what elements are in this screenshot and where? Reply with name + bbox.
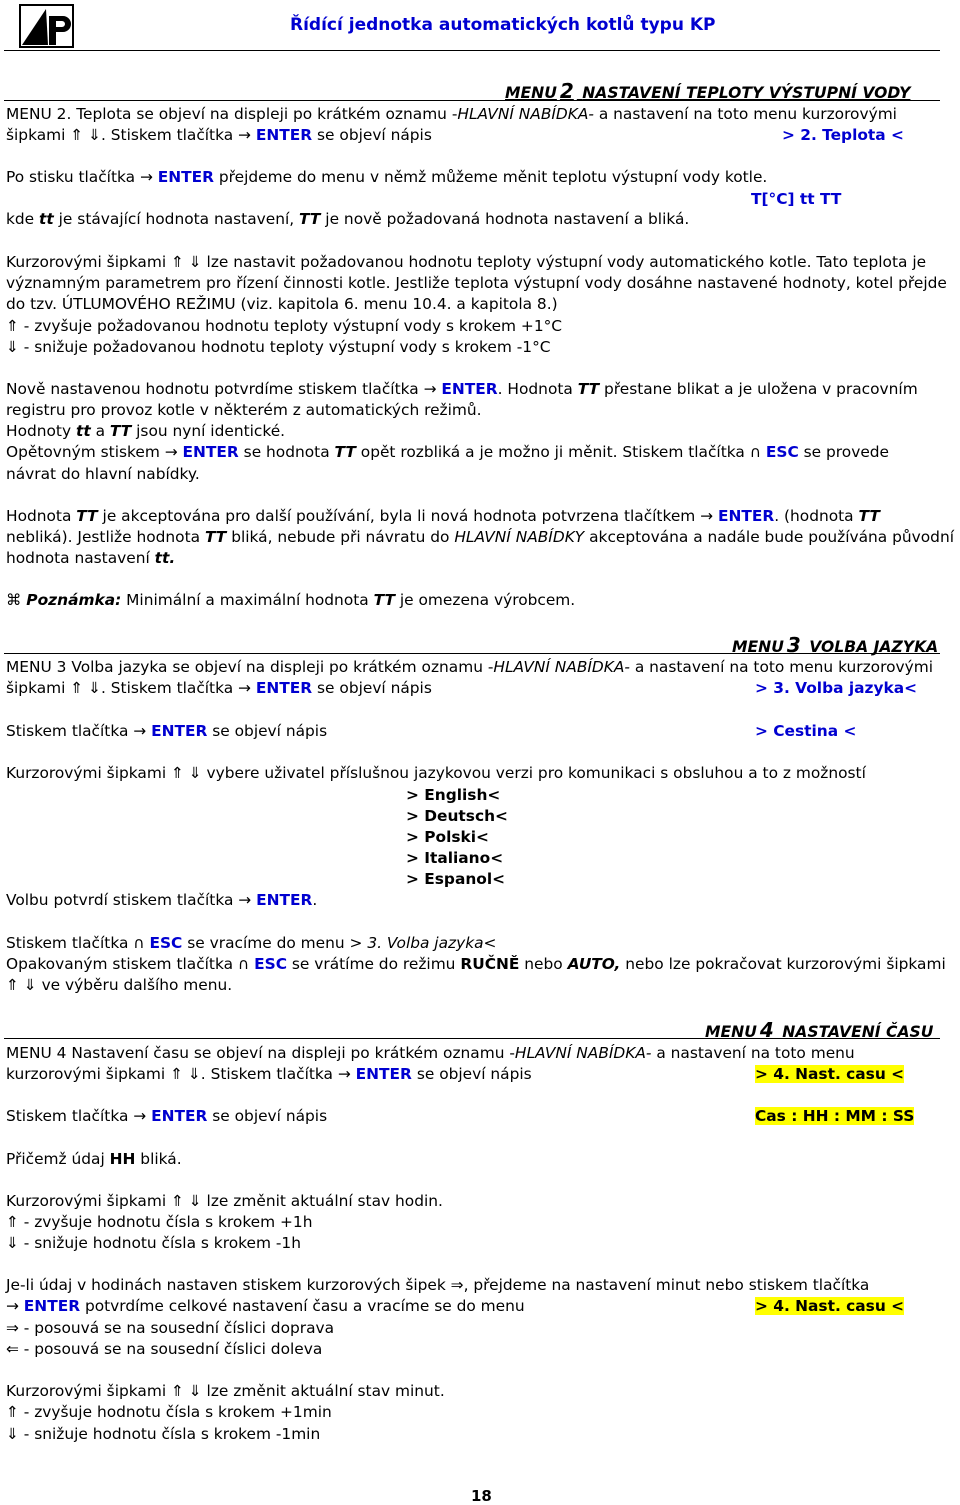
m4-line-8: Je-li údaj v hodinách nastaven stiskem kurzorových šipek ⇒, přejdeme na nastavení minut nebo stiskem tlačítka <box>6 1276 870 1294</box>
m2-down-line: ⇓ - snižuje požadovanou hodnotu teploty výstupní vody s krokem -1°C <box>6 338 551 356</box>
m2-up-line: ⇑ - zvyšuje požadovanou hodnotu teploty výstupní vody s krokem +1°C <box>6 317 563 335</box>
m4-line-5: Kurzorovými šipkami ⇑ ⇓ lze změnit aktuální stav hodin. <box>6 1192 443 1210</box>
m4-display-cas: Cas : HH : MM : SS <box>755 1107 915 1125</box>
m4-line-9: → ENTER potvrdíme celkové nastavení času a vracíme se do menu <box>6 1297 525 1315</box>
m3-line-1: MENU 3 Volba jazyka se objeví na displeji po krátkém oznamu -HLAVNÍ NABÍDKA- a nastavení na toto menu kurzorovými <box>6 658 933 676</box>
m3-line-4: Kurzorovými šipkami ⇑ ⇓ vybere uživatel příslušnou jazykovou verzi pro komunikaci s obsluhou a to z možností <box>6 764 866 782</box>
menu2-heading: MENU 2 NASTAVENÍ TEPLOTY VÝSTUPNÍ VODY <box>505 79 911 103</box>
m4-display-nast-2: > 4. Nast. casu < <box>755 1297 905 1315</box>
m2-line-13: Hodnota TT je akceptována pro další používání, byla li nová hodnota potvrzena tlačítkem → ENTER. (hodnota TT <box>6 507 880 525</box>
m3-line-6: Stiskem tlačítka ∩ ESC se vracíme do menu > 3. Volba jazyka< <box>6 934 497 952</box>
m4-line-12: Kurzorovými šipkami ⇑ ⇓ lze změnit aktuální stav minut. <box>6 1382 445 1400</box>
document-title: Řídící jednotka automatických kotlů typu KP <box>290 15 716 35</box>
m3-line-7: Opakovaným stiskem tlačítka ∩ ESC se vrátíme do režimu RUČNĚ nebo AUTO, nebo lze pokračovat kurzorovými šipkami <box>6 955 946 973</box>
m3-line-3: Stiskem tlačítka → ENTER se objeví nápis <box>6 722 328 740</box>
menu2-rule <box>4 100 940 101</box>
menu3-heading: MENU 3 VOLBA JAZYKA <box>732 633 939 657</box>
menu4-heading: MENU 4 NASTAVENÍ ČASU <box>705 1018 934 1042</box>
m2-note: ⌘ Poznámka: Minimální a maximální hodnota TT je omezena výrobcem. <box>6 591 576 609</box>
m2-line-2: šipkami ⇑ ⇓. Stiskem tlačítka → ENTER se objeví nápis <box>6 126 432 144</box>
m4-line-6: ⇑ - zvyšuje hodnotu čísla s krokem +1h <box>6 1213 313 1231</box>
lang-italiano: > Italiano< <box>406 849 504 867</box>
m3-line-2: šipkami ⇑ ⇓. Stiskem tlačítka → ENTER se objeví nápis <box>6 679 432 697</box>
m2-line-3: Po stisku tlačítka → ENTER přejdeme do menu v němž můžeme měnit teplotu výstupní vody kotle. <box>6 168 768 186</box>
m2-line-15: hodnota nastavení tt. <box>6 549 176 567</box>
m2-line-8: Nově nastavenou hodnotu potvrdíme stiskem tlačítka → ENTER. Hodnota TT přestane blikat a je uložena v pracovním <box>6 380 918 398</box>
lang-espanol: > Espanol< <box>406 870 506 888</box>
m4-line-1: MENU 4 Nastavení času se objeví na displeji po krátkém oznamu -HLAVNÍ NABÍDKA- a nastavení na toto menu <box>6 1044 855 1062</box>
m4-line-13: ⇑ - zvyšuje hodnotu čísla s krokem +1min <box>6 1403 332 1421</box>
m2-line-5: Kurzorovými šipkami ⇑ ⇓ lze nastavit požadovanou hodnotu teploty výstupní vody automatického kotle. Tato teplota je <box>6 253 927 271</box>
m3-display-cestina: > Cestina < <box>755 722 857 740</box>
page-number: 18 <box>471 1487 492 1505</box>
lang-deutsch: > Deutsch< <box>406 807 508 825</box>
m4-line-3: Stiskem tlačítka → ENTER se objeví nápis <box>6 1107 328 1125</box>
m2-line-1: MENU 2. Teplota se objeví na displeji po krátkém oznamu -HLAVNÍ NABÍDKA- a nastavení na toto menu kurzorovými <box>6 105 897 123</box>
lang-polski: > Polski< <box>406 828 489 846</box>
m4-line-10: ⇒ - posouvá se na sousední číslici doprava <box>6 1319 335 1337</box>
m3-line-5: Volbu potvrdí stiskem tlačítka → ENTER. <box>6 891 318 909</box>
m2-display-teplota: > 2. Teplota < <box>782 126 904 144</box>
m2-line-4: kde tt je stávající hodnota nastavení, TT je nově požadovaná hodnota nastavení a bliká. <box>6 210 690 228</box>
m4-line-7: ⇓ - snižuje hodnotu čísla s krokem -1h <box>6 1234 301 1252</box>
header-rule <box>4 50 940 51</box>
m2-line-6: významným parametrem pro řízení činnosti kotle. Jestliže teplota výstupní vody dosáhne nastavené hodnoty, kotel přejde <box>6 274 947 292</box>
m4-line-2: kurzorovými šipkami ⇑ ⇓. Stiskem tlačítka → ENTER se objeví nápis <box>6 1065 532 1083</box>
m2-line-12: návrat do hlavní nabídky. <box>6 465 200 483</box>
m3-line-8: ⇑ ⇓ ve výběru dalšího menu. <box>6 976 233 994</box>
book-icon: ⌘ <box>6 591 22 609</box>
company-logo <box>19 4 74 48</box>
m4-line-14: ⇓ - snižuje hodnotu čísla s krokem -1min <box>6 1425 321 1443</box>
m2-line-11: Opětovným stiskem → ENTER se hodnota TT opět rozbliká a je možno ji měnit. Stiskem tlačítka ∩ ESC se provede <box>6 443 890 461</box>
m2-line-9: registru pro provoz kotle v některém z automatických režimů. <box>6 401 482 419</box>
m4-line-4: Přičemž údaj HH bliká. <box>6 1150 182 1168</box>
m2-display-t: T[°C] tt TT <box>751 190 842 208</box>
m4-display-nast: > 4. Nast. casu < <box>755 1065 905 1083</box>
m4-line-11: ⇐ - posouvá se na sousední číslici doleva <box>6 1340 323 1358</box>
lang-english: > English< <box>406 786 501 804</box>
m2-line-7: do tzv. ÚTLUMOVÉHO REŽIMU (viz. kapitola 6. menu 10.4. a kapitola 8.) <box>6 295 558 313</box>
m3-display-volba: > 3. Volba jazyka< <box>755 679 918 697</box>
m2-line-14: nebliká). Jestliže hodnota TT bliká, nebude při návratu do HLAVNÍ NABÍDKY akceptována a nadále bude používána původní <box>6 528 954 546</box>
m2-line-10: Hodnoty tt a TT jsou nyní identické. <box>6 422 286 440</box>
